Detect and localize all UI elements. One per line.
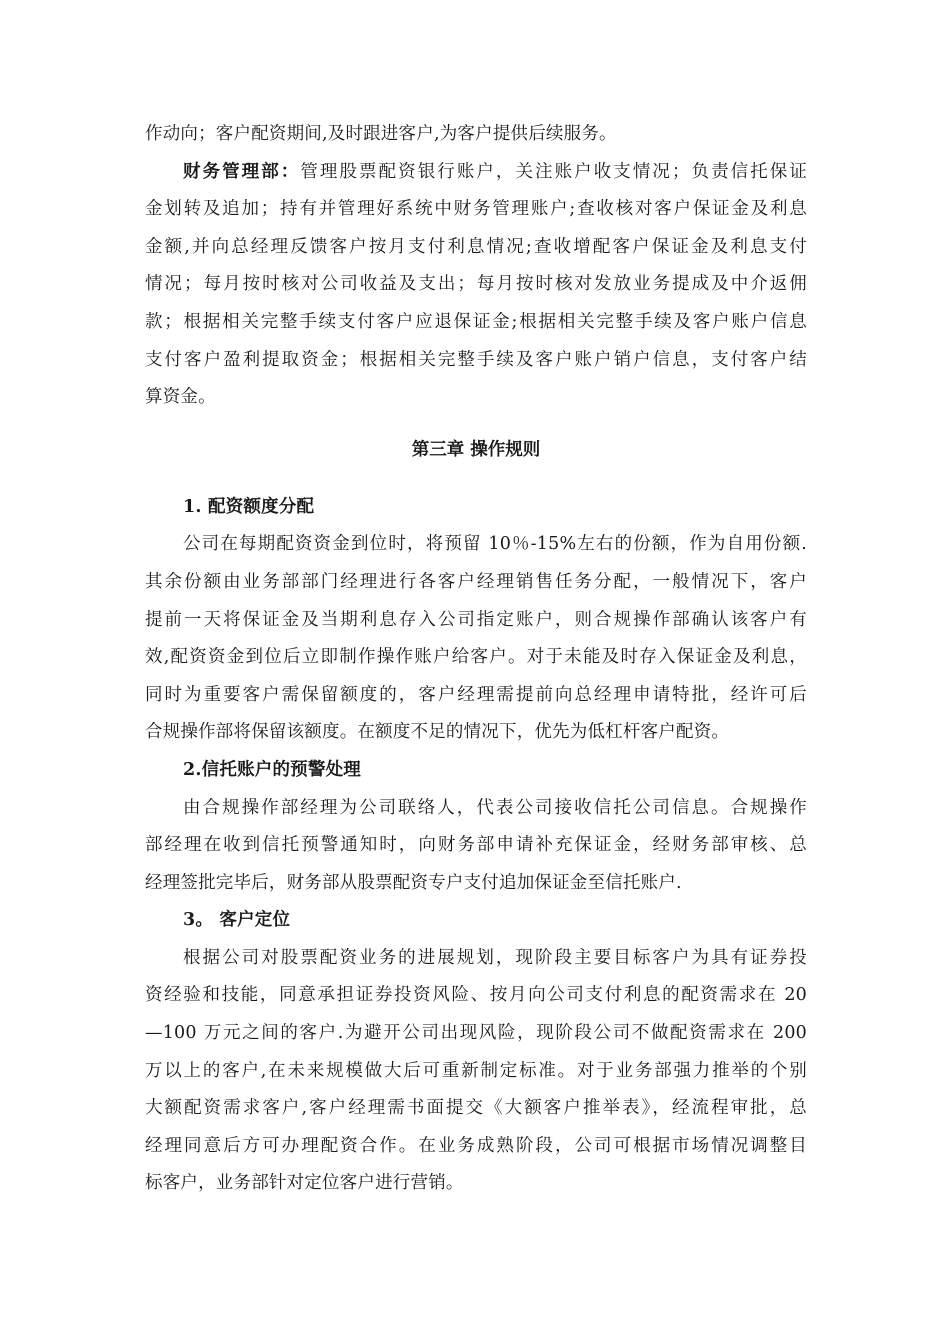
finance-dept-text: 管理股票配资银行账户，关注账户收支情况；负责信托保证	[300, 161, 808, 182]
paragraph-line: 款；根据相关完整手续支付客户应退保证金;根据相关完整手续及客户账户信息	[145, 311, 807, 332]
paragraph-line: —100 万元之间的客户.为避开公司出现风险，现阶段公司不做配资需求在 200	[145, 1023, 807, 1044]
section-heading: 1. 配资额度分配	[183, 496, 315, 517]
paragraph-line: 由合规操作部经理为公司联络人，代表公司接收信托公司信息。合规操作	[183, 797, 807, 818]
paragraph-line: 其余份额由业务部部门经理进行各客户经理销售任务分配，一般情况下，客户	[145, 571, 807, 592]
paragraph-line: 提前一天将保证金及当期利息存入公司指定账户，则合规操作部确认该客户有	[145, 609, 807, 630]
paragraph-line: 资经验和技能，同意承担证券投资风险、按月向公司支付利息的配资需求在 20	[145, 985, 807, 1006]
paragraph-line: 根据公司对股票配资业务的进展规划，现阶段主要目标客户为具有证券投	[183, 947, 807, 968]
section-heading: 2.信托账户的预警处理	[183, 759, 361, 780]
paragraph-line: 合规操作部将保留该额度。在额度不足的情况下，优先为低杠杆客户配资。	[145, 722, 730, 743]
paragraph-line: 金额,并向总经理反馈客户按月支付利息情况;查收增配客户保证金及利息支付	[145, 236, 807, 257]
paragraph-line: 情况；每月按时核对公司收益及支出；每月按时核对发放业务提成及中介返佣	[145, 274, 807, 295]
paragraph-line: 算资金。	[145, 387, 216, 408]
paragraph-line: 经理签批完毕后，财务部从股票配资专户支付追加保证金至信托账户.	[145, 872, 682, 893]
paragraph-line: 效,配资资金到位后立即制作操作账户给客户。对于未能及时存入保证金及利息，	[145, 647, 807, 668]
chapter-title: 第三章 操作规则	[411, 439, 541, 460]
section-heading: 3。 客户定位	[183, 910, 291, 931]
paragraph-line: 金划转及追加；持有并管理好系统中财务管理账户;查收核对客户保证金及利息	[145, 199, 807, 220]
paragraph-line: 万以上的客户,在未来规模做大后可重新制定标准。对于业务部强力推举的个别	[145, 1060, 807, 1081]
document-page	[145, 116, 807, 1203]
paragraph-line: 大额配资需求客户,客户经理需书面提交《大额客户推举表》，经流程审批，总	[145, 1098, 807, 1119]
paragraph-line: 标客户，业务部针对定位客户进行营销。	[145, 1173, 464, 1194]
paragraph-line: 经理同意后方可办理配资合作。在业务成熟阶段，公司可根据市场情况调整目	[145, 1135, 807, 1156]
finance-dept-line	[145, 154, 807, 192]
paragraph-line: 支付客户盈利提取资金；根据相关完整手续及客户账户销户信息，支付客户结	[145, 349, 807, 370]
paragraph-line: 部经理在收到信托预警通知时，向财务部申请补充保证金，经财务部审核、总	[145, 835, 807, 856]
finance-dept-label: 财务管理部：	[183, 161, 301, 182]
paragraph-line: 同时为重要客户需保留额度的，客户经理需提前向总经理申请特批，经许可后	[145, 684, 807, 705]
paragraph-line: 公司在每期配资资金到位时，将预留 10％-15%左右的份额，作为自用份额.	[183, 534, 807, 555]
paragraph-line: 作动向；客户配资期间,及时跟进客户,为客户提供后续服务。	[145, 124, 617, 144]
